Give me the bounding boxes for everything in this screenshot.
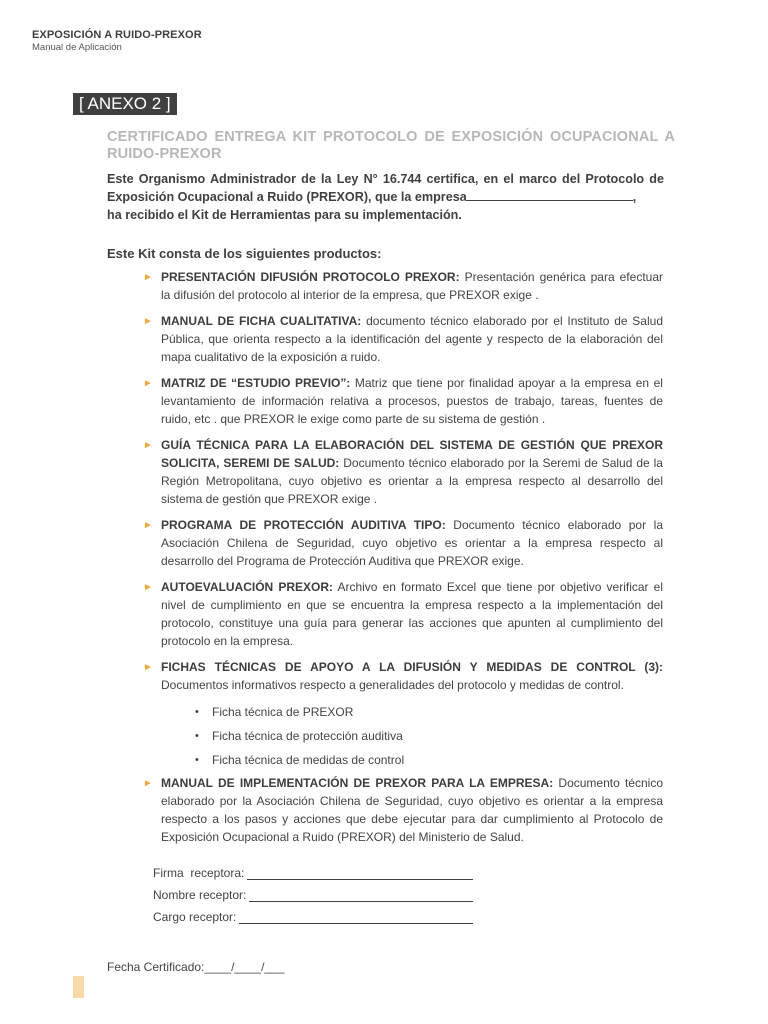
item-text: Documentos informativos respecto a generalidades del protocolo y medidas de control. (161, 678, 624, 692)
item-text: documento técnico elaborado por el Instituto de Salud Pública, que orienta respecto a la identificación del agente y respecto de la elaboración del mapa cualitativo de la exposición a ruido. (161, 314, 663, 364)
item-title: FICHAS TÉCNICAS DE APOYO A LA DIFUSIÓN Y MEDIDAS DE CONTROL (3): (161, 660, 663, 674)
item-text: Documento técnico elaborado por la Seremi de Salud de la Región Metropolitana, cuyo objetivo es orientar a la empresa respecto al desarrollo del sistema de gestión que PREXOR exige . (161, 456, 663, 506)
item-title: MATRIZ DE “ESTUDIO PREVIO”: (161, 376, 351, 390)
sub-list-item (161, 748, 663, 772)
list-item (143, 312, 663, 366)
kit-intro: Este Kit consta de los siguientes productos: (107, 246, 382, 261)
signature-label: Cargo receptor: (153, 910, 237, 924)
sub-list (161, 700, 663, 772)
item-title: AUTOEVALUACIÓN PREXOR: (161, 580, 334, 594)
arrow-bullet-icon: ► (143, 440, 153, 451)
item-text: Archivo en formato Excel que tiene por objetivo verificar el nivel de cumplimiento en que se encuentra la empresa respecto a la implementación del protocolo, constituye una guía para generar las acciones que apunten al cumplimiento del protocolo en la empresa. (161, 580, 663, 648)
intro-text: Este Organismo Administrador de la Ley N° 16.744 certifica, en el marco del Protocolo de Exposición Ocupacional a Ruido (PREXOR), que la empresa (107, 172, 664, 204)
signature-cargo (153, 910, 473, 924)
item-title: MANUAL DE IMPLEMENTACIÓN DE PREXOR PARA LA EMPRESA: (161, 776, 554, 790)
item-title: GUÍA TÉCNICA PARA LA ELABORACIÓN DEL SISTEMA DE GESTIÓN QUE PREXOR SOLICITA, SEREMI DE SALUD: (161, 438, 663, 470)
header-subtitle: Manual de Aplicación (32, 42, 122, 53)
sub-list-item (161, 724, 663, 748)
arrow-bullet-icon: ► (143, 662, 153, 673)
dot-bullet-icon: • (195, 706, 199, 718)
intro-comma: , (632, 190, 637, 204)
dot-bullet-icon: • (195, 730, 199, 742)
signature-line[interactable] (249, 889, 473, 902)
arrow-bullet-icon: ► (143, 378, 153, 389)
list-item (143, 578, 663, 650)
signature-label: Nombre receptor: (153, 888, 247, 902)
sub-list-item (161, 700, 663, 724)
arrow-bullet-icon: ► (143, 778, 153, 789)
item-text: Documento técnico elaborado por la Asociación Chilena de Seguridad, cuyo objetivo es orientar a la empresa respecto a los pasos y acciones que debe ejecutar para dar cumplimiento al Protocolo de Exposición Ocupacional a Ruido (PREXOR) del Ministerio de Salud. (161, 776, 663, 844)
item-title: MANUAL DE FICHA CUALITATIVA: (161, 314, 362, 328)
signature-firma (153, 866, 473, 880)
certificate-title: CERTIFICADO ENTREGA KIT PROTOCOLO DE EXPOSICIÓN OCUPACIONAL A RUIDO-PREXOR (107, 129, 675, 162)
item-title: PRESENTACIÓN DIFUSIÓN PROTOCOLO PREXOR: (161, 270, 460, 284)
intro-text-end: ha recibido el Kit de Herramientas para su implementación. (107, 208, 462, 222)
product-list (143, 268, 663, 854)
item-text: Presentación genérica para efectuar la difusión del protocolo al interior de la empresa, que PREXOR exige . (161, 270, 663, 302)
item-title: PROGRAMA DE PROTECCIÓN AUDITIVA TIPO: (161, 518, 446, 532)
signature-line[interactable] (239, 911, 473, 924)
list-item (143, 268, 663, 304)
list-item (143, 516, 663, 570)
list-item (143, 436, 663, 508)
arrow-bullet-icon: ► (143, 520, 153, 531)
item-text: Matriz que tiene por finalidad apoyar a la empresa en el levantamiento de información relativa a procesos, puestos de trabajo, tareas, fuentes de ruido, etc . que PREXOR le exige como parte de su sistema de gestión . (161, 376, 663, 426)
sub-item-text: Ficha técnica de PREXOR (212, 705, 354, 719)
arrow-bullet-icon: ► (143, 582, 153, 593)
certificate-date: Fecha Certificado:____/____/___ (107, 960, 285, 974)
footer-mark (73, 976, 84, 998)
sub-item-text: Ficha técnica de protección auditiva (212, 729, 403, 743)
arrow-bullet-icon: ► (143, 272, 153, 283)
sub-item-text: Ficha técnica de medidas de control (212, 753, 405, 767)
company-blank-line[interactable] (467, 188, 633, 201)
list-item (143, 658, 663, 772)
arrow-bullet-icon: ► (143, 316, 153, 327)
item-text: Documento técnico elaborado por la Asociación Chilena de Seguridad, cuyo objetivo es orientar a la empresa respecto al desarrollo del Programa de Protección Auditiva que PREXOR exige. (161, 518, 663, 568)
annex-tag: [ ANEXO 2 ] (73, 93, 177, 115)
signature-label: Firma receptora: (153, 866, 245, 880)
list-item (143, 374, 663, 428)
dot-bullet-icon: • (195, 754, 199, 766)
certificate-intro (107, 170, 664, 224)
signature-line[interactable] (247, 867, 473, 880)
header-title: EXPOSICIÓN A RUIDO-PREXOR (32, 29, 202, 41)
signature-nombre (153, 888, 473, 902)
list-item (143, 774, 663, 846)
